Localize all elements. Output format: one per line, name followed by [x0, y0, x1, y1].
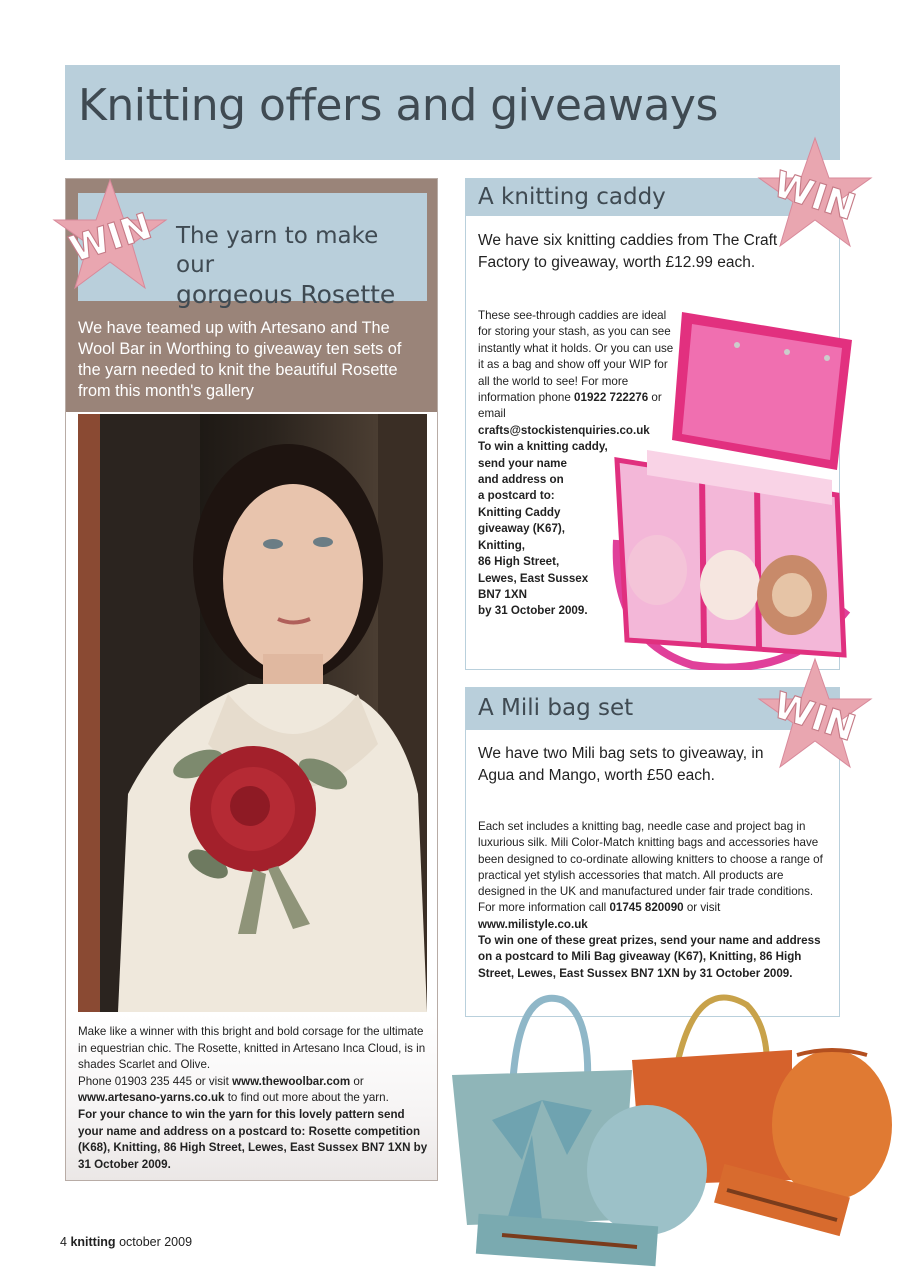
page-title: Knitting offers and giveaways — [78, 80, 718, 131]
mili-bags-product-image — [447, 985, 892, 1270]
caddy-entry-line: a postcard to: — [478, 489, 555, 503]
caddy-entry-line: Knitting Caddy — [478, 505, 561, 519]
issue-date: october 2009 — [119, 1235, 193, 1249]
rosette-model-photo — [78, 414, 427, 1012]
mili-body-text: Each set includes a knitting bag, needle case and project bag in luxurious silk. Mili Color-Match knitting bags and accessories have been designed to co-ordinate allowing knitters to choose a range of practical yet stylish accessories that match. All products are designed in the UK and manufactured under fair trade conditions. For more information call — [478, 820, 823, 915]
artesano-link[interactable]: www.artesano-yarns.co.uk — [78, 1091, 225, 1105]
rosette-caption — [78, 1024, 428, 1173]
caddy-entry-line: Lewes, East Sussex — [478, 571, 589, 585]
mili-phone: 01745 820090 — [609, 901, 684, 915]
caddy-entry-line: Knitting, — [478, 538, 526, 552]
caddy-product-image — [612, 310, 860, 670]
caddy-entry-line: giveaway (K67), — [478, 522, 565, 536]
page-footer — [60, 1235, 192, 1249]
caddy-entry-line: 86 High Street, — [478, 555, 560, 569]
caddy-body-text: These see-through caddies are ideal for storing your stash, as you can see instantly what it holds. Or you can use it as a bag and show off your WIP for all the world to see! For more information phone — [478, 309, 674, 405]
mili-title: A Mili bag set — [478, 695, 634, 721]
caddy-entry-line: BN7 1XN — [478, 587, 527, 601]
caddy-lead: We have six knitting caddies from The Craft Factory to giveaway, worth £12.99 each. — [478, 232, 778, 271]
mili-lead: We have two Mili bag sets to giveaway, in Agua and Mango, worth £50 each. — [478, 745, 764, 784]
mili-link[interactable]: www.milistyle.co.uk — [478, 917, 588, 931]
woolbar-link[interactable]: www.thewoolbar.com — [232, 1074, 351, 1088]
rosette-entry-instructions: For your chance to win the yarn for this lovely pattern send your name and address on a postcard to: Rosette competition (K68), Knitting, 86 High Street, Lewes, East Sussex BN7 1XN by 31 October 2009. — [78, 1107, 428, 1171]
win-star-label: WIN — [768, 685, 861, 750]
rosette-intro: We have teamed up with Artesano and The Wool Bar in Worthing to giveaway ten sets of the yarn needed to knit the beautiful Rosette from this month's gallery — [78, 319, 402, 400]
mili-entry-instructions: To win one of these great prizes, send your name and address on a postcard to Mili Bag giveaway (K67), Knitting, 86 High Street, Lewes, East Sussex BN7 1XN by 31 October 2009. — [478, 934, 821, 980]
win-star-badge-caddy — [755, 134, 875, 254]
caddy-email-link[interactable]: crafts@stockistenquiries.co.uk — [478, 423, 650, 437]
model-illustration — [78, 414, 427, 1012]
caddy-email-prefix: or email — [478, 391, 662, 421]
magazine-name: knitting — [70, 1235, 116, 1249]
mili-body — [478, 819, 830, 982]
win-star-label: WIN — [768, 164, 861, 229]
caddy-entry-line: and address on — [478, 473, 564, 487]
mili-visit-text: or visit — [683, 901, 721, 915]
win-star-badge-mili — [755, 655, 875, 775]
caddy-entry-line: by 31 October 2009. — [478, 604, 588, 618]
rosette-heading — [176, 222, 421, 309]
caddy-title: A knitting caddy — [478, 184, 666, 210]
win-star-label: WIN — [64, 206, 157, 271]
caddy-entry-line: To win a knitting caddy, — [478, 440, 608, 454]
rosette-phone-text: Phone 01903 235 445 or visit — [78, 1074, 233, 1088]
rosette-more-text: to find out more about the yarn. — [224, 1091, 389, 1105]
rosette-heading-line2: gorgeous Rosette — [176, 280, 396, 309]
rosette-or-text: or — [350, 1074, 364, 1088]
win-star-badge-rosette — [50, 176, 170, 296]
page-number: 4 — [60, 1235, 67, 1249]
caddy-entry-line: send your name — [478, 456, 567, 470]
caddy-phone: 01922 722276 — [574, 391, 649, 405]
rosette-caption-text: Make like a winner with this bright and bold corsage for the ultimate in equestrian chic. The Rosette, knitted in Artesano Inca Cloud, is in shades Scarlet and Olive. — [78, 1025, 426, 1072]
rosette-heading-line1: The yarn to make our — [176, 223, 379, 278]
